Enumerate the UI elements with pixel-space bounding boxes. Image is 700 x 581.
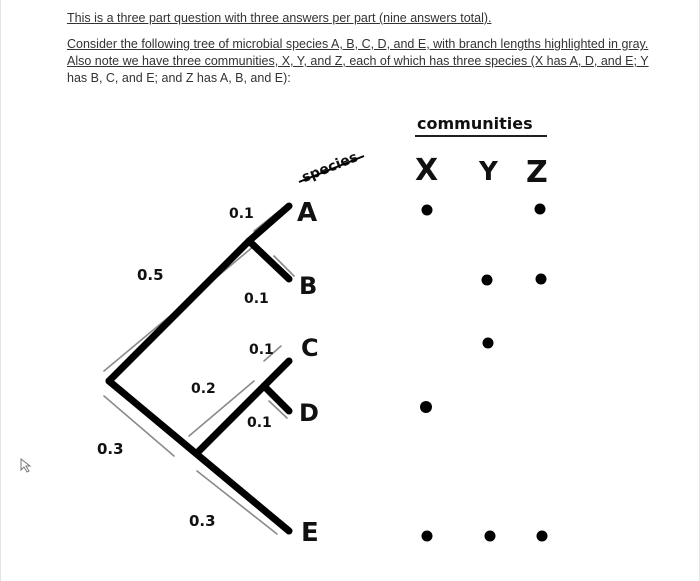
question-line-1: Consider the following tree of microbial species A, B, C, D, and E, with branch lengths highlighted in gray. (67, 37, 649, 51)
branch-a (249, 206, 289, 241)
communities-header: communities (417, 114, 533, 133)
dot-x-e (422, 531, 433, 542)
branch-label-b: 0.1 (244, 291, 269, 307)
species-header: species (299, 149, 361, 187)
branch-c (264, 361, 289, 386)
tree-figure (49, 96, 689, 581)
branch-ab-stem (109, 241, 249, 381)
branch-label-a: 0.1 (229, 206, 254, 222)
species-label-e: E (301, 518, 319, 548)
cursor-icon (19, 458, 33, 474)
dot-y-b (482, 275, 493, 286)
question-heading: This is a three part question with three answers per part (nine answers total). (67, 11, 492, 25)
community-label-z: Z (526, 155, 548, 190)
dot-x-a (422, 205, 433, 216)
species-label-c: C (301, 334, 319, 362)
dot-z-e (537, 531, 548, 542)
branch-root-e (109, 381, 289, 531)
branch-label-d: 0.1 (247, 415, 272, 431)
branch-label-cd-stem: 0.2 (191, 381, 216, 397)
dot-x-d (420, 401, 432, 413)
community-label-x: X (415, 153, 439, 188)
question-text (67, 10, 667, 96)
species-label-d: D (299, 399, 319, 427)
species-label-b: B (299, 272, 318, 300)
question-line-2: Also note we have three communities, X, Y, and Z, each of which has three species (X has A, D, and E; Y (67, 54, 649, 68)
dot-y-e (485, 531, 496, 542)
dot-z-b (536, 274, 547, 285)
branch-label-root: 0.3 (97, 440, 124, 458)
branch-label-c: 0.1 (249, 342, 274, 358)
branch-label-ab-stem: 0.5 (137, 266, 164, 284)
species-label-a: A (297, 198, 318, 228)
tree-branches (109, 206, 289, 531)
question-line-3: has B, C, and E; and Z has A, B, and E): (67, 71, 291, 85)
community-label-y: Y (479, 157, 498, 187)
branch-label-e: 0.3 (189, 512, 216, 530)
dot-z-a (535, 204, 546, 215)
branch-b (249, 241, 289, 279)
dot-y-c (483, 338, 494, 349)
membership-dots (420, 204, 548, 542)
